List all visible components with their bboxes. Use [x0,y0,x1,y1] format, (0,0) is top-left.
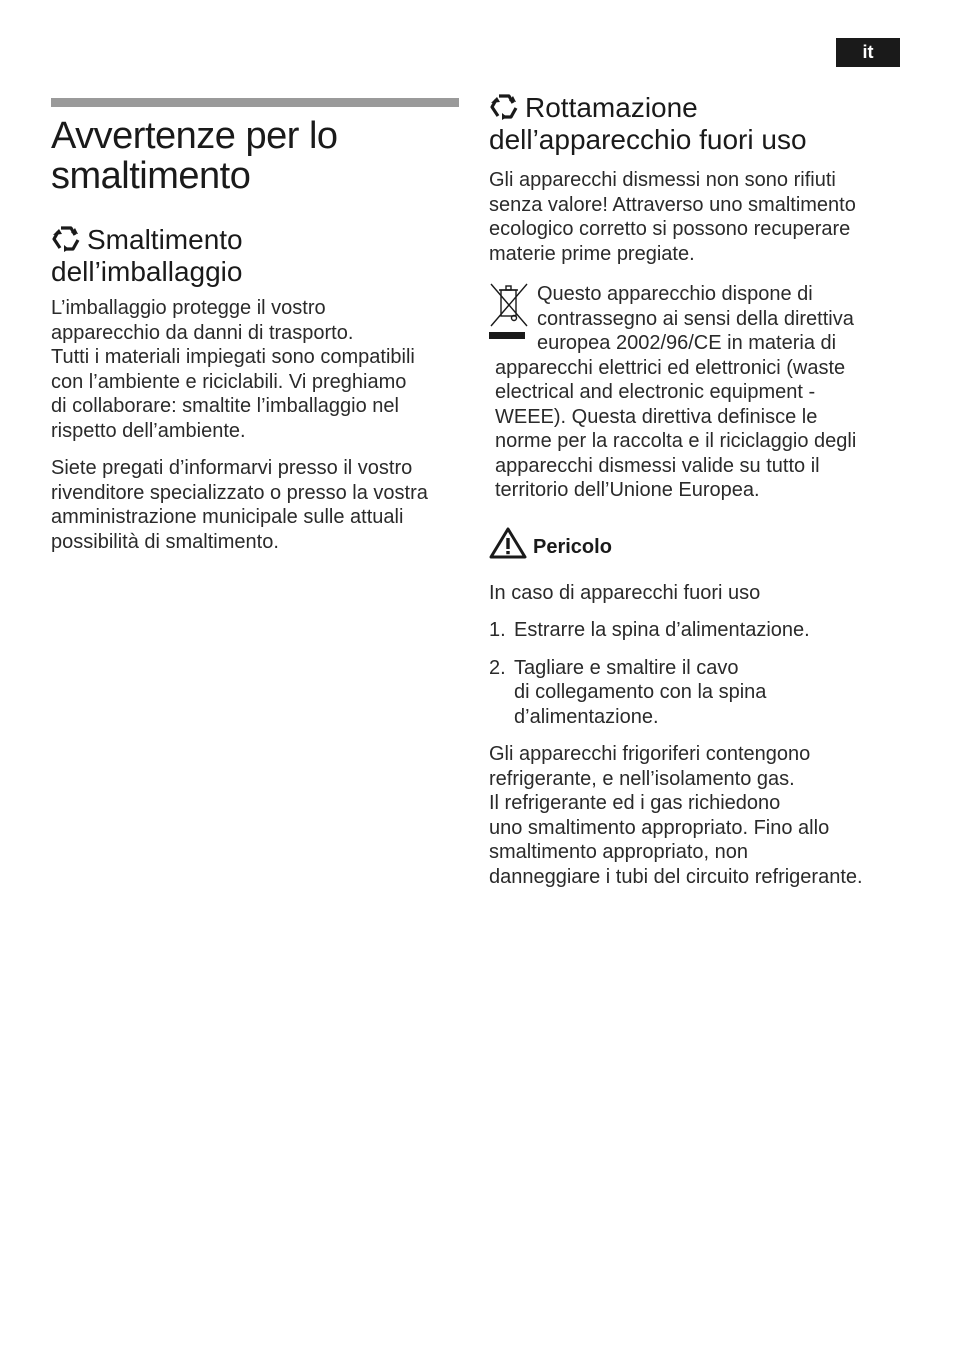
text-line: electrical and electronic equipment - [495,381,816,403]
text-line: apparecchi elettrici ed elettronici (waste [495,356,846,379]
text-line: amministrazione municipale sulle attuali [51,506,404,528]
text-line: Tagliare e smaltire il cavo [514,656,739,679]
text-line: contrassegno ai sensi della direttiva [537,307,854,330]
dealer-info-paragraph [51,456,463,554]
text-line: possibilità di smaltimento. [51,530,279,553]
weee-notice [489,282,904,503]
section-rule [51,98,459,107]
text-line: uno smaltimento appropriato. Fino allo [489,816,830,839]
text-line: rivenditore specializzato o presso la vostra [51,481,428,504]
step-number: 1. [489,619,506,641]
left-column [51,112,463,554]
text-line: materie prime pregiate. [489,242,695,265]
text-line: di collaborare: smaltite l’imballaggio nel [51,395,399,417]
text-line: danneggiare i tubi del circuito refrigerante. [489,865,863,888]
text-line: d’alimentazione. [514,705,659,728]
heading-text: dell’imballaggio [51,256,243,287]
page-title [51,116,463,196]
crossed-bin-icon [489,282,529,342]
text-line: refrigerante, e nell’isolamento gas. [489,767,795,790]
appliance-value-paragraph [489,168,904,266]
text-line: con l’ambiente e riciclabili. Vi preghiamo [51,370,407,393]
text-line: ecologico corretto si possono recuperare [489,218,851,240]
text-line: WEEE). Questa direttiva definisce le [495,405,818,428]
page-title-line: Avvertenze per lo [51,115,338,157]
text-line: apparecchi dismessi valide su tutto il [495,454,820,477]
text-line: norme per la raccolta e il riciclaggio degli [495,430,857,452]
text-line: Questo apparecchio dispone di [537,283,813,305]
list-item [489,656,904,730]
appliance-disposal-heading [489,92,904,156]
page-title-line: smaltimento [51,155,251,197]
step-text [514,656,766,730]
weee-text [495,282,904,503]
danger-label: Pericolo [533,535,612,558]
danger-heading [489,527,904,559]
text-line: senza valore! Attraverso uno smaltimento [489,193,856,216]
text-line: Gli apparecchi frigoriferi contengono [489,743,811,765]
packaging-disposal-heading [51,224,463,288]
right-column [489,92,904,889]
heading-text: dell’apparecchio fuori uso [489,124,807,155]
text-line: Estrarre la spina d’alimentazione. [514,619,810,641]
case-text: In caso di apparecchi fuori uso [489,581,761,604]
text-line: apparecchio da danni di trasporto. [51,321,354,344]
text-line: Il refrigerante ed i gas richiedono [489,792,781,814]
text-line: europea 2002/96/CE in materia di [537,332,837,354]
warning-triangle-icon [489,527,527,559]
heading-text: Smaltimento [87,224,243,255]
text-line: di collegamento con la spina [514,681,767,703]
list-item [489,618,904,643]
recycle-icon [51,224,81,252]
step-number: 2. [489,656,506,679]
text-line: Siete pregati d’informarvi presso il vostro [51,457,413,479]
text-line: L’imballaggio protegge il vostro [51,297,326,319]
disposal-steps [489,618,904,729]
heading-text: Rottamazione [525,92,698,123]
language-badge: it [836,38,900,67]
text-line: Gli apparecchi dismessi non sono rifiuti [489,169,836,191]
packaging-paragraph [51,296,463,443]
text-line: Tutti i materiali impiegati sono compatibili [51,346,415,368]
text-line: territorio dell’Unione Europea. [495,479,760,501]
recycle-icon [489,92,519,120]
text-line: smaltimento appropriato, non [489,841,749,863]
refrigerant-paragraph [489,742,904,889]
text-line: rispetto dell’ambiente. [51,419,246,442]
